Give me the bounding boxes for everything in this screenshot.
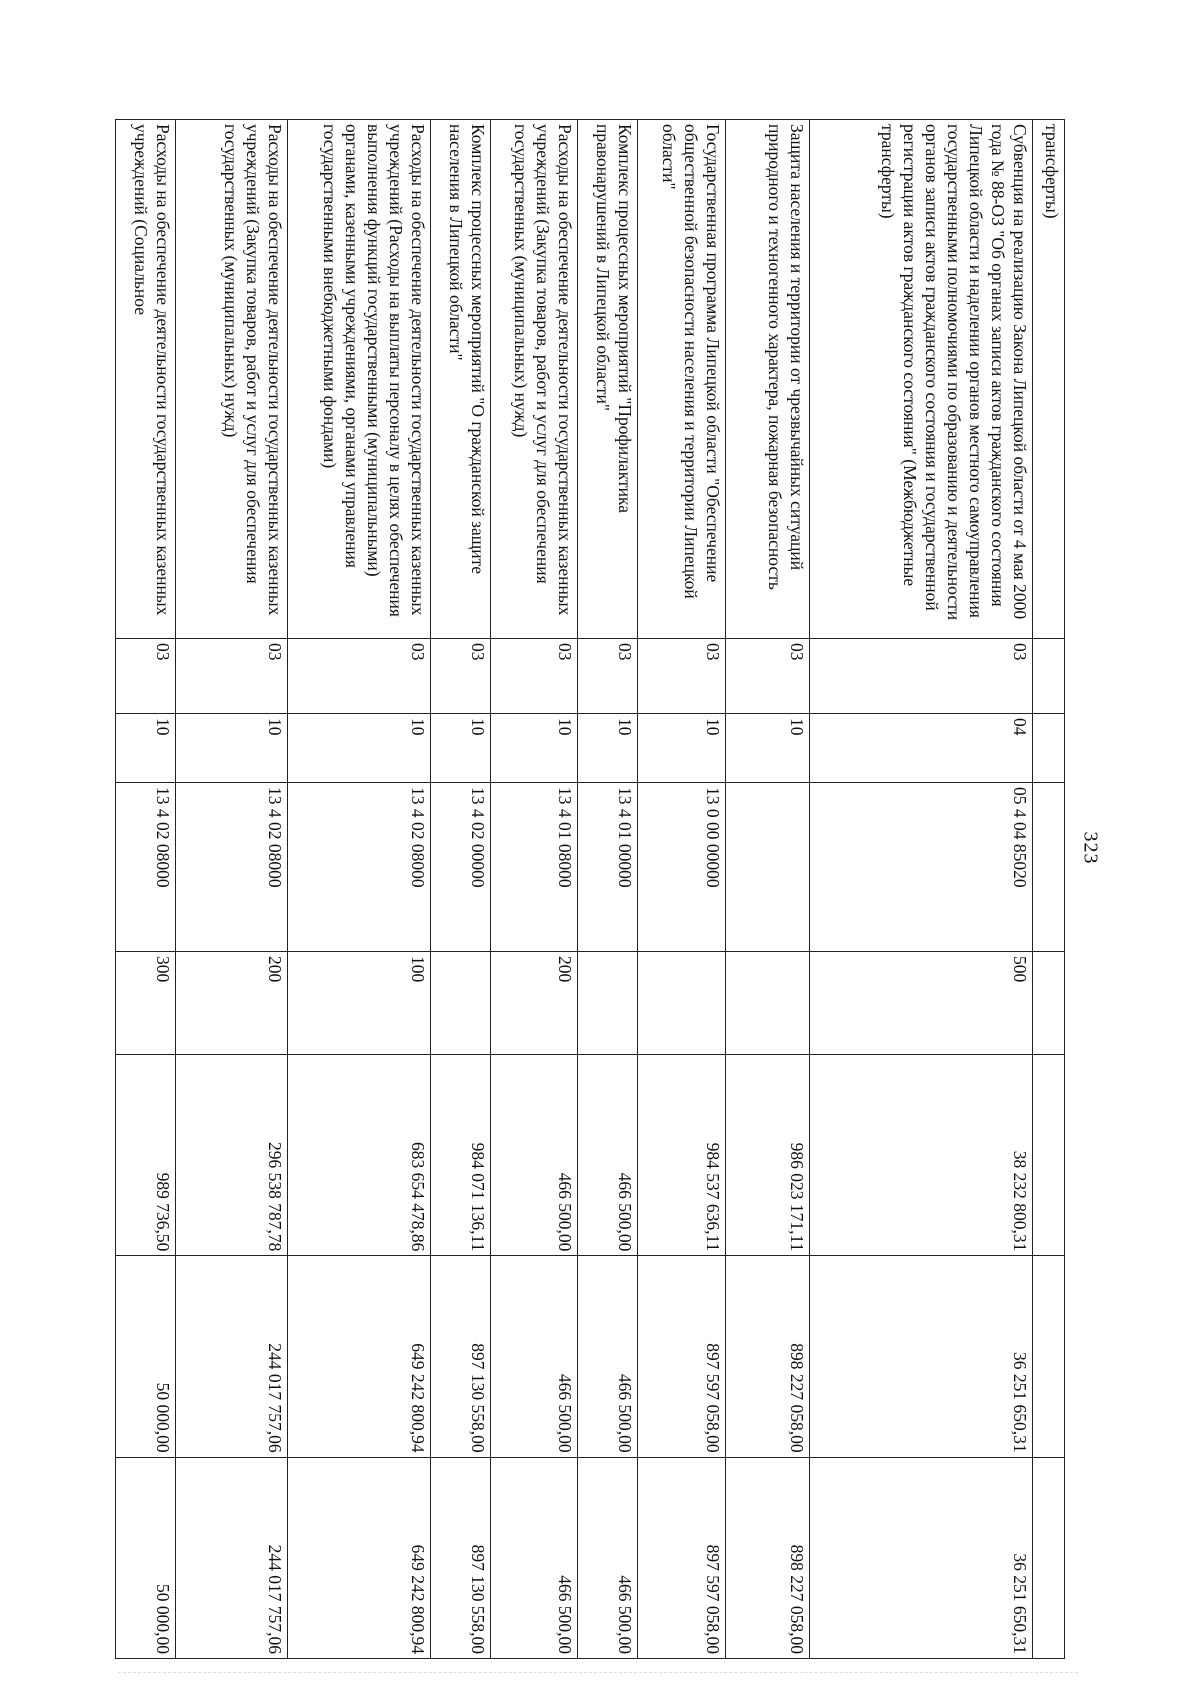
cell-amount-2: 649 242 800,94 — [287, 1256, 431, 1457]
cell-target-article — [1033, 783, 1065, 952]
cell-amount-3 — [1033, 1457, 1065, 1658]
cell-expense-type — [638, 952, 726, 1055]
cell-expense-type — [725, 952, 809, 1055]
cell-name: Расходы на обеспечение деятельности государственных казенных учреждений (Закупка товаров, работ и услуг для обеспечения государственных (муниципальных) нужд) — [490, 120, 578, 639]
cell-amount-3: 50 000,00 — [116, 1457, 176, 1658]
cell-amount-3: 649 242 800,94 — [287, 1457, 431, 1658]
cell-amount-2: 898 227 058,00 — [725, 1256, 809, 1457]
cell-amount-3: 898 227 058,00 — [725, 1457, 809, 1658]
cell-expense-type — [431, 952, 491, 1055]
cell-ministry-code: 03 — [116, 639, 176, 714]
cell-amount-1 — [1033, 1055, 1065, 1256]
cell-ministry-code: 03 — [809, 639, 1033, 714]
cell-section-code: 10 — [578, 714, 638, 783]
cell-name: Расходы на обеспечение деятельности государственных казенных учреждений (Социальное — [116, 120, 176, 639]
cell-name: Государственная программа Липецкой области "Обеспечение общественной безопасности населения и территории Липецкой области" — [638, 120, 726, 639]
cell-amount-3: 244 017 757,06 — [175, 1457, 287, 1658]
cell-amount-1: 984 071 136,11 — [431, 1055, 491, 1256]
cell-expense-type: 200 — [175, 952, 287, 1055]
cell-target-article: 13 4 02 08000 — [116, 783, 176, 952]
cell-amount-1: 466 500,00 — [490, 1055, 578, 1256]
cell-section-code — [1033, 714, 1065, 783]
budget-table-body — [116, 120, 1065, 1659]
cell-name: Комплекс процессных мероприятий "Профилактика правонарушений в Липецкой области" — [578, 120, 638, 639]
cell-ministry-code: 03 — [431, 639, 491, 714]
table-row — [490, 120, 578, 1659]
budget-table — [115, 119, 1065, 1659]
cell-ministry-code: 03 — [725, 639, 809, 714]
cell-amount-1: 683 654 478,86 — [287, 1055, 431, 1256]
cell-section-code: 04 — [809, 714, 1033, 783]
cell-name: Субвенция на реализацию Закона Липецкой области от 4 мая 2000 года № 88-ОЗ "Об органах записи актов гражданского состояния Липецкой области и наделении органов местного самоуправления государственными полномочиями по образованию и деятельности органов записи актов гражданского состояния и государственной регистрации актов гражданского состояния" (Межбюджетные трансферты) — [809, 120, 1033, 639]
page-number: 323 — [1079, 831, 1102, 865]
cell-section-code: 10 — [638, 714, 726, 783]
cell-expense-type: 200 — [490, 952, 578, 1055]
cell-amount-1: 296 538 787,78 — [175, 1055, 287, 1256]
cell-amount-2: 244 017 757,06 — [175, 1256, 287, 1457]
cell-amount-2: 466 500,00 — [490, 1256, 578, 1457]
cell-name: Расходы на обеспечение деятельности государственных казенных учреждений (Расходы на выплаты персоналу в целях обеспечения выполнения функций государственными (муниципальными) органами, казенными учреждениями, органами управления государственными внебюджетными фондами) — [287, 120, 431, 639]
cell-amount-2: 897 130 558,00 — [431, 1256, 491, 1457]
cell-amount-2: 50 000,00 — [116, 1256, 176, 1457]
rotated-table-container — [115, 119, 1065, 1659]
cell-expense-type — [1033, 952, 1065, 1055]
scan-edge-marks — [118, 1672, 1078, 1679]
cell-amount-1: 986 023 171,11 — [725, 1055, 809, 1256]
cell-section-code: 10 — [116, 714, 176, 783]
table-row — [175, 120, 287, 1659]
table-row — [1033, 120, 1065, 1659]
cell-ministry-code: 03 — [287, 639, 431, 714]
cell-amount-2: 36 251 650,31 — [809, 1256, 1033, 1457]
cell-ministry-code — [1033, 639, 1065, 714]
table-row — [725, 120, 809, 1659]
cell-amount-3: 466 500,00 — [490, 1457, 578, 1658]
cell-name: Расходы на обеспечение деятельности государственных казенных учреждений (Закупка товаров, работ и услуг для обеспечения государственных (муниципальных) нужд) — [175, 120, 287, 639]
cell-amount-3: 897 130 558,00 — [431, 1457, 491, 1658]
table-row — [116, 120, 176, 1659]
cell-section-code: 10 — [175, 714, 287, 783]
cell-amount-3: 36 251 650,31 — [809, 1457, 1033, 1658]
cell-target-article: 13 4 01 08000 — [490, 783, 578, 952]
cell-amount-2: 466 500,00 — [578, 1256, 638, 1457]
cell-section-code: 10 — [725, 714, 809, 783]
cell-amount-3: 466 500,00 — [578, 1457, 638, 1658]
cell-name: трансферты) — [1033, 120, 1065, 639]
cell-expense-type — [578, 952, 638, 1055]
cell-amount-1: 466 500,00 — [578, 1055, 638, 1256]
cell-section-code: 10 — [287, 714, 431, 783]
cell-ministry-code: 03 — [490, 639, 578, 714]
cell-amount-1: 989 736,50 — [116, 1055, 176, 1256]
cell-section-code: 10 — [490, 714, 578, 783]
cell-ministry-code: 03 — [578, 639, 638, 714]
table-row — [809, 120, 1033, 1659]
cell-target-article: 13 4 01 00000 — [578, 783, 638, 952]
cell-target-article — [725, 783, 809, 952]
cell-expense-type: 500 — [809, 952, 1033, 1055]
table-row — [638, 120, 726, 1659]
table-row — [287, 120, 431, 1659]
table-row — [578, 120, 638, 1659]
cell-expense-type: 300 — [116, 952, 176, 1055]
cell-ministry-code: 03 — [638, 639, 726, 714]
cell-target-article: 13 4 02 00000 — [431, 783, 491, 952]
cell-section-code: 10 — [431, 714, 491, 783]
table-row — [431, 120, 491, 1659]
cell-amount-1: 38 232 800,31 — [809, 1055, 1033, 1256]
cell-target-article: 13 0 00 00000 — [638, 783, 726, 952]
cell-amount-2: 897 597 058,00 — [638, 1256, 726, 1457]
cell-name: Комплекс процессных мероприятий "О гражданской защите населения в Липецкой области" — [431, 120, 491, 639]
cell-name: Защита населения и территории от чрезвычайных ситуаций природного и техногенного характера, пожарная безопасность — [725, 120, 809, 639]
cell-target-article: 13 4 02 08000 — [287, 783, 431, 952]
cell-target-article: 13 4 02 08000 — [175, 783, 287, 952]
cell-amount-3: 897 597 058,00 — [638, 1457, 726, 1658]
cell-ministry-code: 03 — [175, 639, 287, 714]
cell-amount-2 — [1033, 1256, 1065, 1457]
cell-target-article: 05 4 04 85020 — [809, 783, 1033, 952]
cell-amount-1: 984 537 636,11 — [638, 1055, 726, 1256]
cell-expense-type: 100 — [287, 952, 431, 1055]
